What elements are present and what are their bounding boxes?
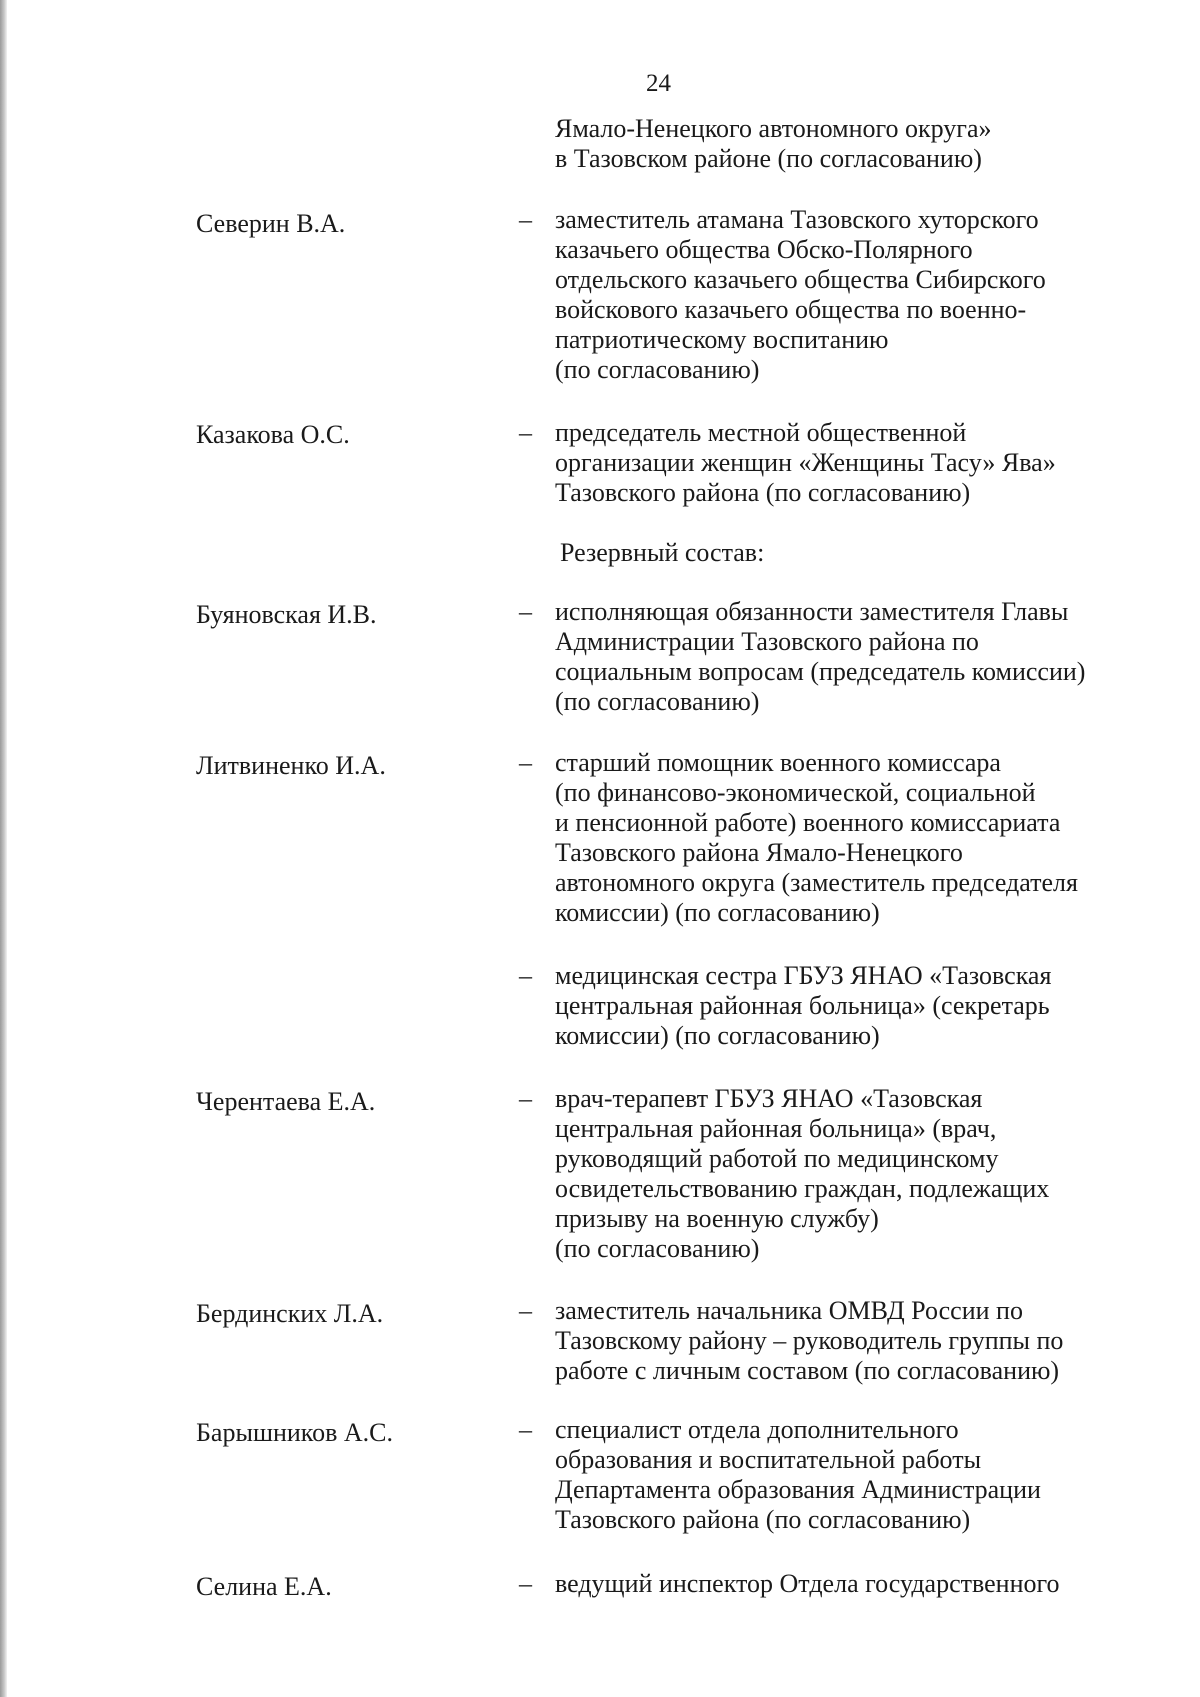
entry-dash: – [519, 597, 532, 626]
member-role-line: призыву на военную службу) [555, 1204, 879, 1233]
member-role-line: заместитель начальника ОМВД России по [555, 1296, 1023, 1325]
member-role-line: (по согласованию) [555, 355, 760, 384]
member-role-line: патриотическому воспитанию [555, 325, 889, 354]
member-role-line: работе с личным составом (по согласованию) [555, 1356, 1060, 1385]
member-role-line: ведущий инспектор Отдела государственного [555, 1569, 1060, 1598]
entry-dash: – [519, 205, 532, 234]
entry-dash: – [519, 1084, 532, 1113]
member-role-line: Администрации Тазовского района по [555, 627, 979, 656]
page-number: 24 [646, 70, 671, 97]
member-role-line: заместитель атамана Тазовского хуторского [555, 205, 1039, 234]
member-role-line: отдельского казачьего общества Сибирского [555, 265, 1046, 294]
member-name: Черентаева Е.А. [196, 1087, 376, 1116]
scan-edge [0, 0, 7, 1697]
member-role-line: образования и воспитательной работы [555, 1445, 982, 1474]
member-role-line: Тазовскому району – руководитель группы по [555, 1326, 1064, 1355]
entry-dash: – [519, 1296, 532, 1325]
member-role-line: старший помощник военного комиссара [555, 748, 1001, 777]
entry-dash: – [519, 748, 532, 777]
member-role-line: комиссии) (по согласованию) [555, 898, 880, 927]
reserve-heading: Резервный состав: [560, 538, 765, 567]
member-role-line: автономного округа (заместитель председателя [555, 868, 1078, 897]
member-name: Барышников А.С. [196, 1418, 393, 1447]
entry-dash: – [519, 1415, 532, 1444]
member-role-line: исполняющая обязанности заместителя Главы [555, 597, 1069, 626]
member-role-line: организации женщин «Женщины Тасу» Ява» [555, 448, 1056, 477]
member-role-line: Тазовского района (по согласованию) [555, 1505, 971, 1534]
entry-dash: – [519, 418, 532, 447]
member-role-line: Тазовского района Ямало-Ненецкого [555, 838, 963, 867]
member-role-line: комиссии) (по согласованию) [555, 1021, 880, 1050]
member-name: Северин В.А. [196, 209, 346, 238]
member-role-line: Тазовского района (по согласованию) [555, 478, 971, 507]
member-role-line: специалист отдела дополнительного [555, 1415, 959, 1444]
member-name: Селина Е.А. [196, 1572, 332, 1601]
member-name: Казакова О.С. [196, 420, 350, 449]
member-role-line: медицинская сестра ГБУЗ ЯНАО «Тазовская [555, 961, 1052, 990]
member-role-line: (по согласованию) [555, 687, 760, 716]
member-role-line: освидетельствованию граждан, подлежащих [555, 1174, 1050, 1203]
member-name: Бердинских Л.А. [196, 1299, 384, 1328]
member-role-line: председатель местной общественной [555, 418, 967, 447]
member-role-line: (по согласованию) [555, 1234, 760, 1263]
member-role-line: социальным вопросам (председатель комиссии) [555, 657, 1086, 686]
continuation-line: Ямало-Ненецкого автономного округа» [555, 114, 992, 143]
member-name: Литвиненко И.А. [196, 751, 386, 780]
member-role-line: центральная районная больница» (секретарь [555, 991, 1050, 1020]
member-role-line: Департамента образования Администрации [555, 1475, 1041, 1504]
member-role-line: центральная районная больница» (врач, [555, 1114, 997, 1143]
member-role-line: врач-терапевт ГБУЗ ЯНАО «Тазовская [555, 1084, 983, 1113]
member-role-line: (по финансово-экономической, социальной [555, 778, 1036, 807]
entry-dash: – [519, 961, 532, 990]
member-role-line: и пенсионной работе) военного комиссариата [555, 808, 1061, 837]
continuation-line: в Тазовском районе (по согласованию) [555, 144, 982, 173]
member-role-line: войскового казачьего общества по военно- [555, 295, 1027, 324]
member-name: Буяновская И.В. [196, 600, 377, 629]
member-role-line: руководящий работой по медицинскому [555, 1144, 999, 1173]
entry-dash: – [519, 1569, 532, 1598]
member-role-line: казачьего общества Обско-Полярного [555, 235, 973, 264]
